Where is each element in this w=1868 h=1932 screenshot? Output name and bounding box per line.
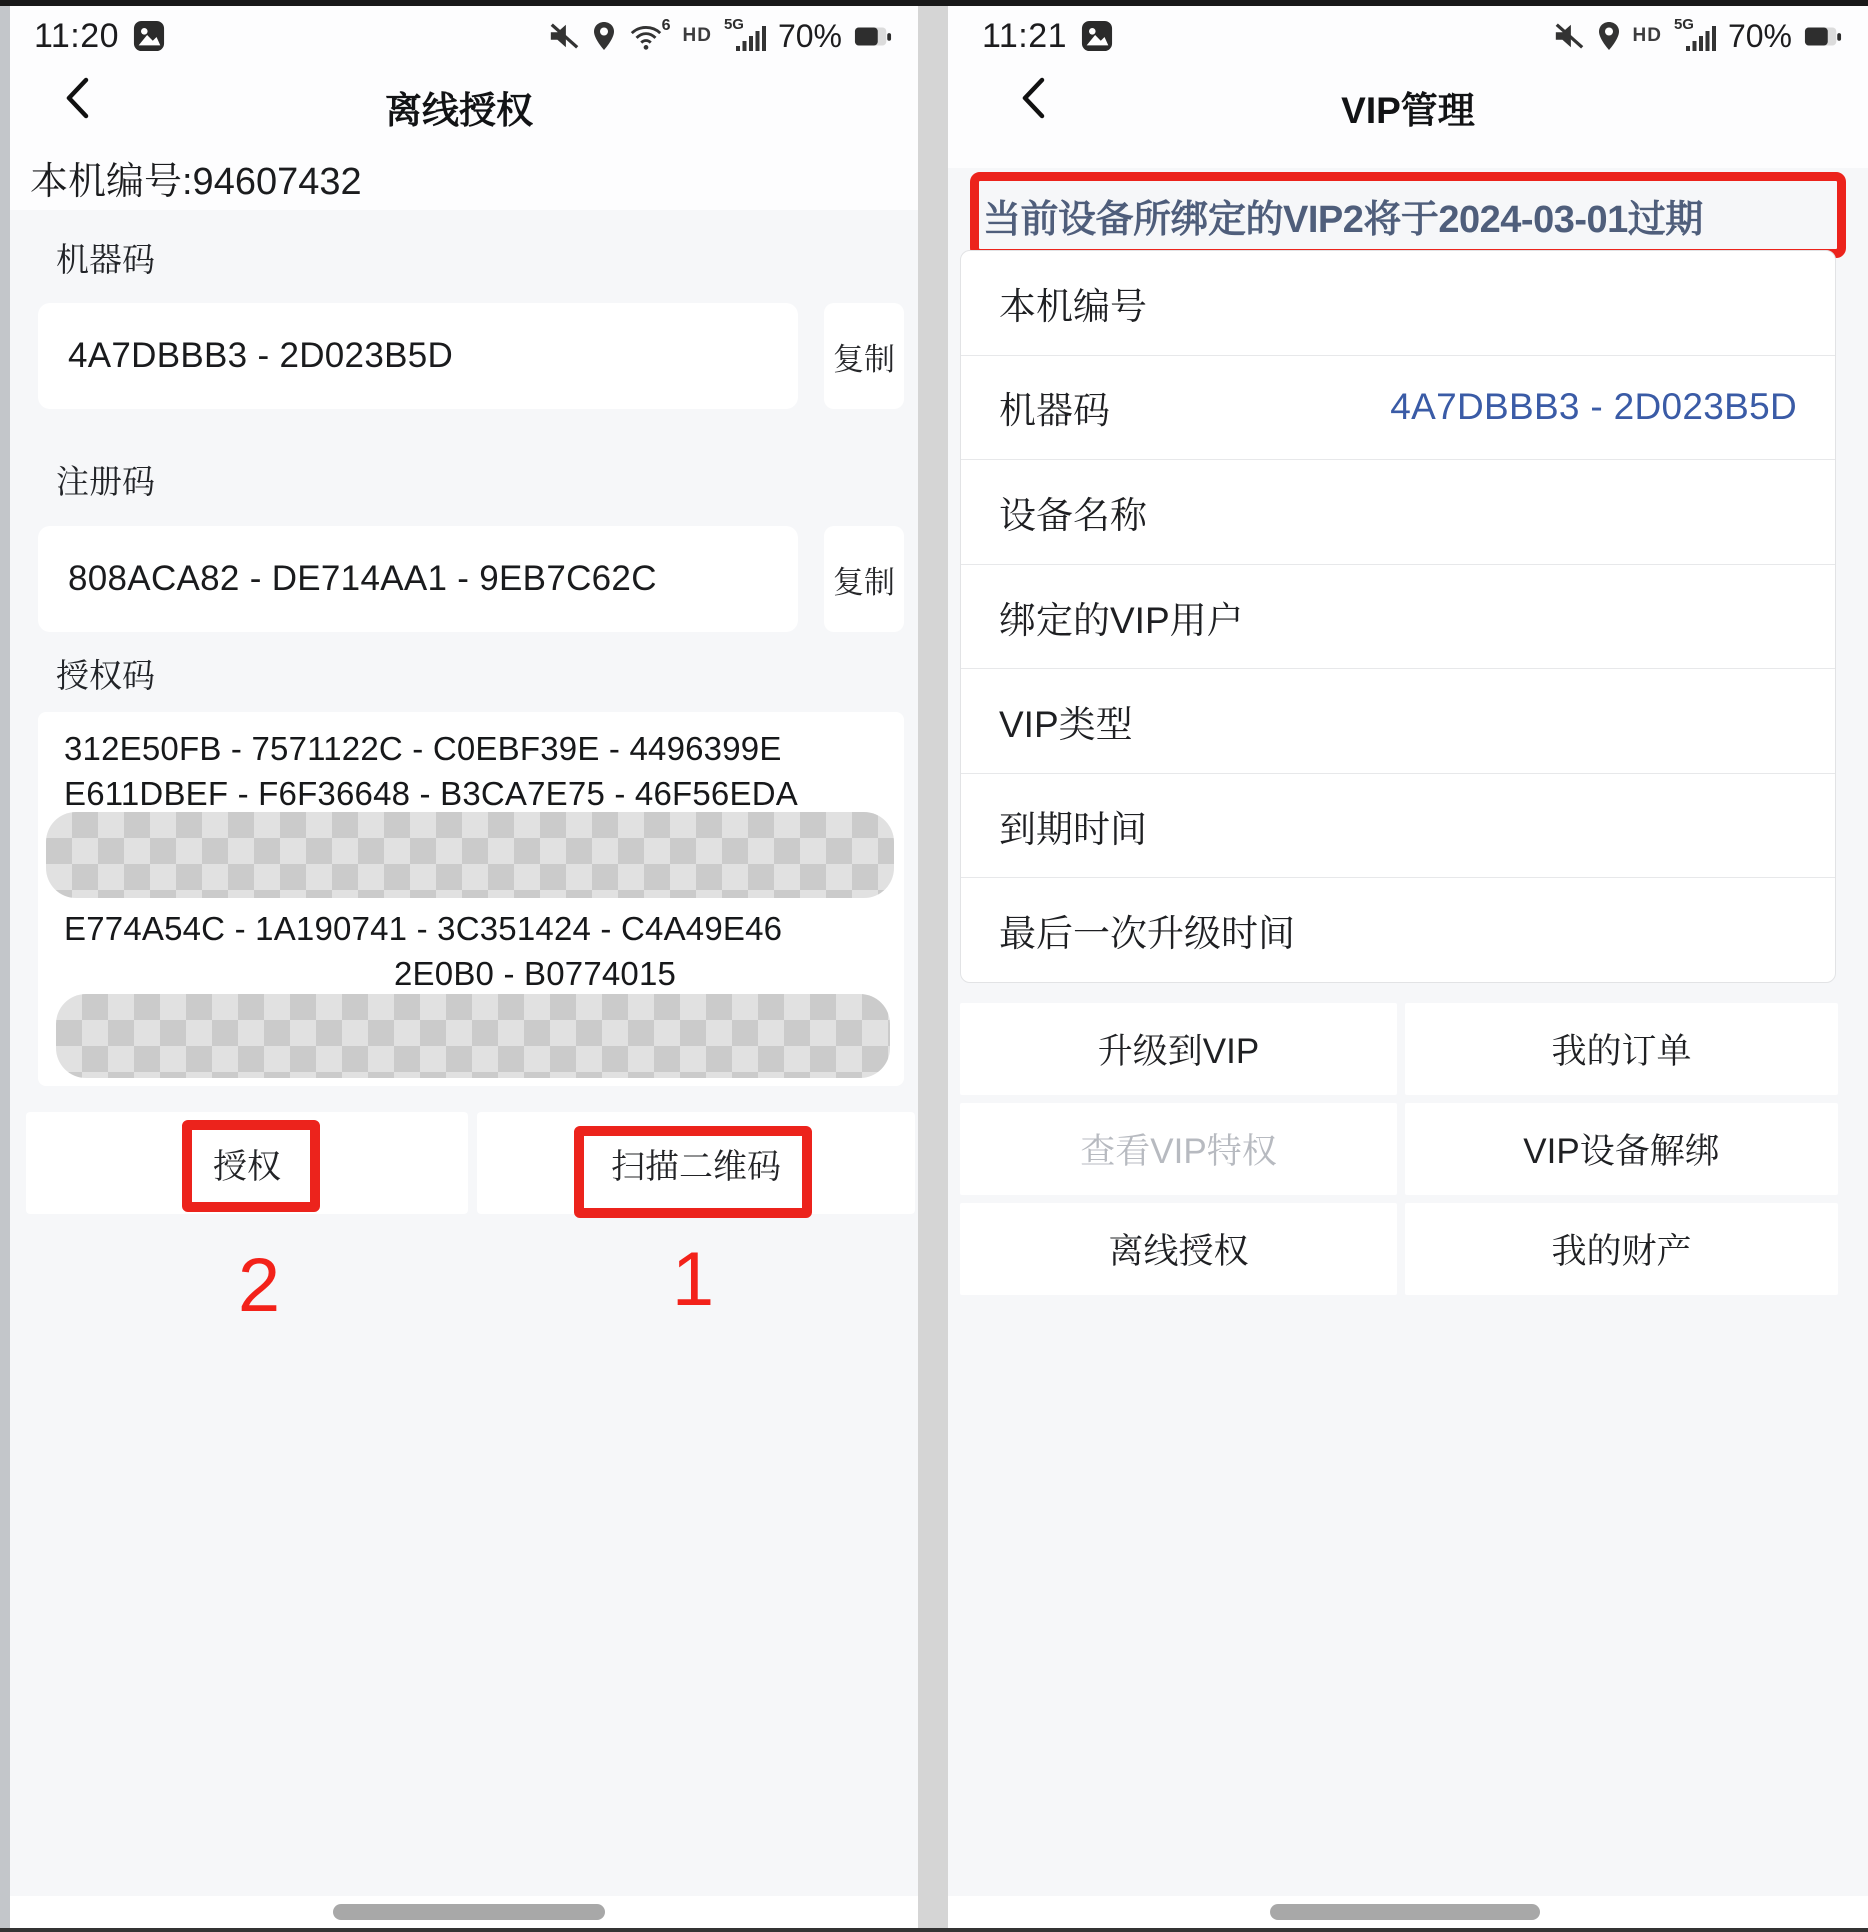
hd-indicator: HD [682, 25, 712, 46]
pixelated-redaction-block [46, 812, 894, 898]
table-row [961, 878, 1835, 982]
my-assets-button[interactable]: 我的财产 [1405, 1203, 1838, 1295]
left-screen-offline-authorization [0, 0, 918, 1932]
clock: 11:20 [34, 16, 120, 55]
home-indicator[interactable] [1270, 1904, 1540, 1920]
table-row [961, 356, 1835, 461]
auth-code-line-partial: 2E0B0 - B0774015 [394, 955, 677, 992]
screenshot-bottom-edge [0, 1928, 1868, 1932]
annotation-box-scan-qr [574, 1126, 812, 1218]
device-info-table [960, 250, 1836, 983]
table-row [961, 774, 1835, 879]
copy-machine-code-button[interactable]: 复制 [824, 303, 904, 409]
authorize-button[interactable]: 授权 [26, 1112, 468, 1214]
battery-icon [854, 24, 892, 48]
copy-register-code-button[interactable]: 复制 [824, 526, 904, 632]
hd-indicator: HD [1632, 25, 1662, 46]
offline-authorization-button[interactable]: 离线授权 [960, 1203, 1397, 1295]
auth-code-line: 312E50FB - 7571122C - C0EBF39E - 4496399E [64, 730, 782, 767]
view-vip-privileges-button[interactable]: 查看VIP特权 [960, 1103, 1397, 1195]
annotation-step-1: 1 [671, 1237, 715, 1322]
device-number-line: 本机编号:94607432 [30, 161, 362, 203]
row-label: 到期时间 [999, 808, 1147, 850]
register-code-value: 808ACA82 - DE714AA1 - 9EB7C62C [68, 559, 657, 598]
row-label: 绑定的VIP用户 [999, 599, 1244, 641]
screens-divider [918, 0, 948, 1932]
table-row [961, 565, 1835, 670]
machine-code-value: 4A7DBBB3 - 2D023B5D [68, 336, 454, 375]
my-orders-button[interactable]: 我的订单 [1405, 1003, 1838, 1095]
upgrade-to-vip-button[interactable]: 升级到VIP [960, 1003, 1397, 1095]
wifi-icon [628, 17, 671, 51]
auth-code-label: 授权码 [56, 657, 155, 694]
gallery-notification-icon [1081, 20, 1113, 52]
mute-icon [1553, 21, 1585, 51]
auth-code-line: E611DBEF - F6F36648 - B3CA7E75 - 46F56EDA [64, 775, 798, 812]
network-type-label: 5G [723, 16, 744, 33]
register-code-label: 注册码 [56, 463, 155, 500]
battery-percentage: 70% [1727, 17, 1792, 54]
row-label: 最后一次升级时间 [999, 913, 1295, 955]
row-label: 本机编号 [999, 285, 1147, 327]
row-label: VIP类型 [999, 704, 1133, 746]
location-icon [592, 21, 616, 51]
table-row [961, 669, 1835, 774]
location-icon [1597, 21, 1621, 51]
auth-code-textarea[interactable] [38, 712, 904, 1086]
vip-device-unbind-button[interactable]: VIP设备解绑 [1405, 1103, 1838, 1195]
annotation-step-2: 2 [237, 1243, 281, 1328]
page-title: VIP管理 [1341, 90, 1475, 131]
network-type-label: 5G [1673, 16, 1694, 33]
right-screen-vip-management [948, 0, 1868, 1932]
battery-icon [1804, 24, 1842, 48]
machine-code-field[interactable] [38, 303, 798, 409]
home-indicator[interactable] [333, 1904, 605, 1920]
wifi-gen-label: 6 [661, 17, 671, 34]
cellular-signal-icon [1673, 16, 1716, 53]
left-edge-strip [0, 0, 10, 1932]
pixelated-redaction-block [56, 994, 890, 1078]
machine-code-label: 机器码 [56, 241, 155, 278]
cellular-signal-icon [723, 16, 766, 53]
row-value-machine-code: 4A7DBBB3 - 2D023B5D [1390, 386, 1797, 428]
page-title: 离线授权 [385, 90, 533, 131]
battery-percentage: 70% [777, 17, 842, 54]
row-label: 设备名称 [999, 494, 1147, 536]
left-status-bar-right [548, 14, 892, 58]
table-row [961, 460, 1835, 565]
auth-code-line: E774A54C - 1A190741 - 3C351424 - C4A49E46 [64, 910, 783, 947]
register-code-field[interactable] [38, 526, 798, 632]
left-status-bar-left [34, 14, 165, 58]
clock: 11:21 [982, 16, 1068, 55]
mute-icon [548, 21, 580, 51]
right-status-bar-right [1553, 14, 1843, 58]
right-status-bar-left [982, 14, 1113, 58]
vip-expiry-notice [970, 172, 1846, 258]
annotation-box-authorize [182, 1120, 320, 1212]
screenshot-top-edge [0, 0, 1868, 6]
table-row [961, 251, 1835, 356]
scan-qr-button[interactable]: 扫描二维码 [477, 1112, 915, 1214]
row-label: 机器码 [999, 390, 1110, 432]
gallery-notification-icon [133, 20, 165, 52]
vip-expiry-notice-text: 当前设备所绑定的VIP2将于2024-03-01过期 [983, 198, 1703, 241]
